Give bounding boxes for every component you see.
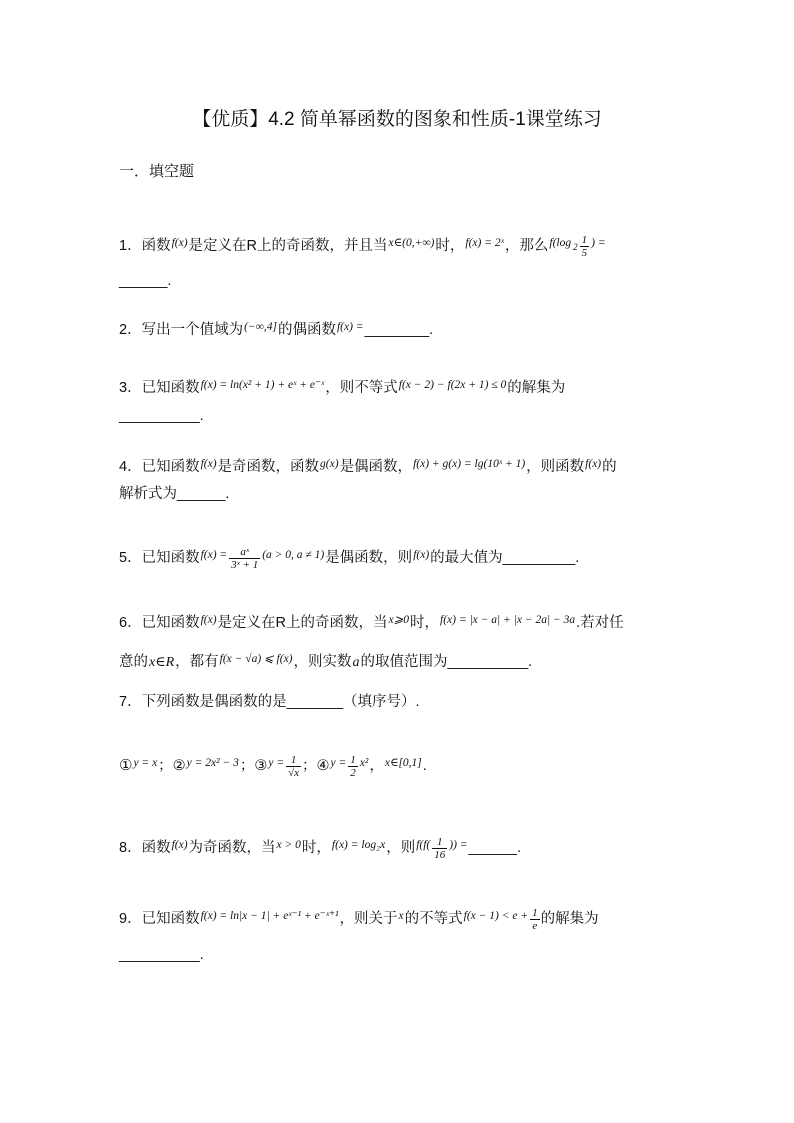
math-expr: )) =	[449, 839, 468, 851]
question-9: 9．已知函数$^{f(x) = ln|x - 1| + eˣ^{-1} + e^-ˣ^{+1}}$，则关于$^x$的不等式$^{f(x - 1) < e +}$ $\frac{1}{e}$ 的解集为	[119, 906, 599, 932]
math-expr: y =	[330, 757, 347, 769]
question-5: 5．已知函数$^{f(x) =}$ $\frac{\text{aˣ}}{\text{3ˣ + 1}}$ $^{(a > 0, a \ne 1)}$是偶函数，则$^{f(x)}$的最大值为_________.	[119, 545, 580, 571]
question-7: 7．下列函数是偶函数的是_______（填序号）.	[119, 694, 420, 710]
question-3-blank	[119, 405, 675, 427]
answer-blank[interactable]: _________.	[502, 550, 580, 566]
page-title: 【优质】4.2 简单幂函数的图象和性质-1课堂练习	[192, 109, 602, 130]
math-expr: y = 2x² − 3	[186, 757, 239, 769]
math-expr: f(x)	[200, 614, 217, 626]
math-expr: f(x − 2) − f(2x + 1) ≤ 0	[398, 379, 507, 391]
math-expr: f(x) = 2ˣ	[465, 237, 504, 249]
math-expr: f(x) + g(x) = lg(10ˣ + 1)	[413, 458, 526, 470]
section-heading: 一．填空题	[119, 163, 195, 180]
answer-blank[interactable]: ______.	[468, 840, 521, 856]
question-8: 8．函数$^{f(x)}$为奇函数，当$^{x > 0}$时，$^{f(x) = log_2x}$，则$^{f(f(}$ $\frac{1}{16}$ )) =______.	[119, 835, 521, 861]
math-expr: f(x)	[171, 839, 188, 851]
math-expr: f(x)	[413, 549, 430, 561]
math-expr: x∈(0,+∞)	[388, 237, 435, 249]
question-9-blank	[119, 944, 675, 966]
fraction: $\frac{\text{aˣ}}{\text{3ˣ + 1}}$	[231, 545, 259, 571]
math-expr: g(x)	[320, 458, 339, 470]
math-expr: y = x	[133, 757, 158, 769]
question-1-blank	[119, 270, 675, 292]
math-expr: f(x)	[585, 458, 602, 470]
answer-blank[interactable]: __________.	[119, 947, 204, 963]
answer-blank[interactable]: __________.	[119, 408, 204, 424]
answer-blank[interactable]: _______	[286, 694, 344, 710]
question-7-options: ①$^{y = x}$；②$^{y = 2x^2 - 3}$；③$^{y =}$ $\frac{1}{√x}$ ；④$^{y =}$ $\frac{1}{2}$ $^{x^2}$，$^{x\in[0,1]}$.	[119, 753, 427, 779]
question-6: 6．已知函数$^{f(x)}$是定义在R上的奇函数，当$^{x⩾0}$时，$^{f(x) = |x - a| + |x - 2a| - 3a}$.若对任	[119, 614, 624, 631]
fraction: $\frac{1}{√x}$	[288, 753, 300, 779]
math-expr: f(x) = log₂x	[331, 839, 386, 851]
fraction: $\frac{1}{e}$	[532, 906, 538, 932]
question-4: 4．已知函数$^{f(x)}$是奇函数，函数$^{g(x)}$是偶函数，$^{f(x) + g(x) = lg(10ˣ + 1)}$，则函数$^{f(x)}$的	[119, 458, 617, 475]
answer-blank[interactable]: __________.	[447, 654, 533, 670]
question-4-line2: 解析式为______.	[119, 486, 230, 502]
math-expr: f(x) = ln(x² + 1) + eˣ + e⁻ˣ	[200, 379, 325, 391]
answer-blank[interactable]: ______.	[177, 486, 230, 502]
question-2: 2．写出一个值域为$^{(-\infty,4]}$的偶函数$^{f(x) =}$________.	[119, 321, 434, 338]
math-expr: f(x)	[171, 237, 188, 249]
math-expr: f(x) = |x − a| + |x − 2a| − 3a	[440, 614, 576, 626]
math-expr: a	[352, 655, 360, 670]
fraction: $\frac{1}{2}$	[350, 753, 356, 779]
question-1: 1．函数$^{f(x)}$是定义在R上的奇函数，并且当$^{x\in(0,+\infty)}$时，$^{f(x) = 2ˣ}$，那么$^{f(log}$ 2 $\frac{1}{5}$ ) =	[119, 233, 606, 259]
math-expr: x	[398, 910, 404, 922]
math-expr: (a > 0, a ≠ 1)	[262, 549, 325, 561]
math-expr: f(x)	[200, 458, 217, 470]
math-expr: x²	[359, 757, 369, 769]
math-expr: f(x) =	[200, 549, 228, 561]
math-expr: ) =	[591, 237, 606, 249]
math-expr: (−∞,4]	[244, 321, 277, 333]
math-expr: x∈[0,1]	[384, 757, 422, 769]
answer-blank[interactable]: ________.	[364, 322, 434, 338]
math-expr: f(x) =	[336, 321, 364, 333]
math-expr: f(x) = ln|x − 1| + eˣ⁻¹ + e⁻ˣ⁺¹	[200, 910, 339, 922]
question-3: 3．已知函数$^{f(x) = ln(x^2 + 1) + eˣ + e^-ˣ}$，则不等式$^{f(x - 2) - f(2x + 1) \le 0}$的解集为	[119, 379, 566, 396]
answer-blank[interactable]: ______.	[119, 273, 172, 289]
math-expr: x∈R	[149, 655, 175, 670]
math-expr: f(log	[549, 237, 572, 249]
math-expr: x > 0	[276, 839, 301, 851]
question-6-line2: 意的x∈R，都有$^{f(x - √a) ⩽ f(x)}$，则实数a的取值范围为__________.	[119, 653, 533, 670]
math-expr: x⩾0	[388, 614, 410, 626]
fraction: $\frac{1}{5}$	[581, 233, 588, 259]
math-expr: y =	[268, 757, 285, 769]
math-expr: f(x − 1) < e +	[463, 910, 529, 922]
fraction: $\frac{1}{16}$	[434, 835, 446, 861]
math-expr: f(x − √a) ⩽ f(x)	[219, 653, 293, 665]
math-expr: f(f(	[416, 839, 431, 851]
